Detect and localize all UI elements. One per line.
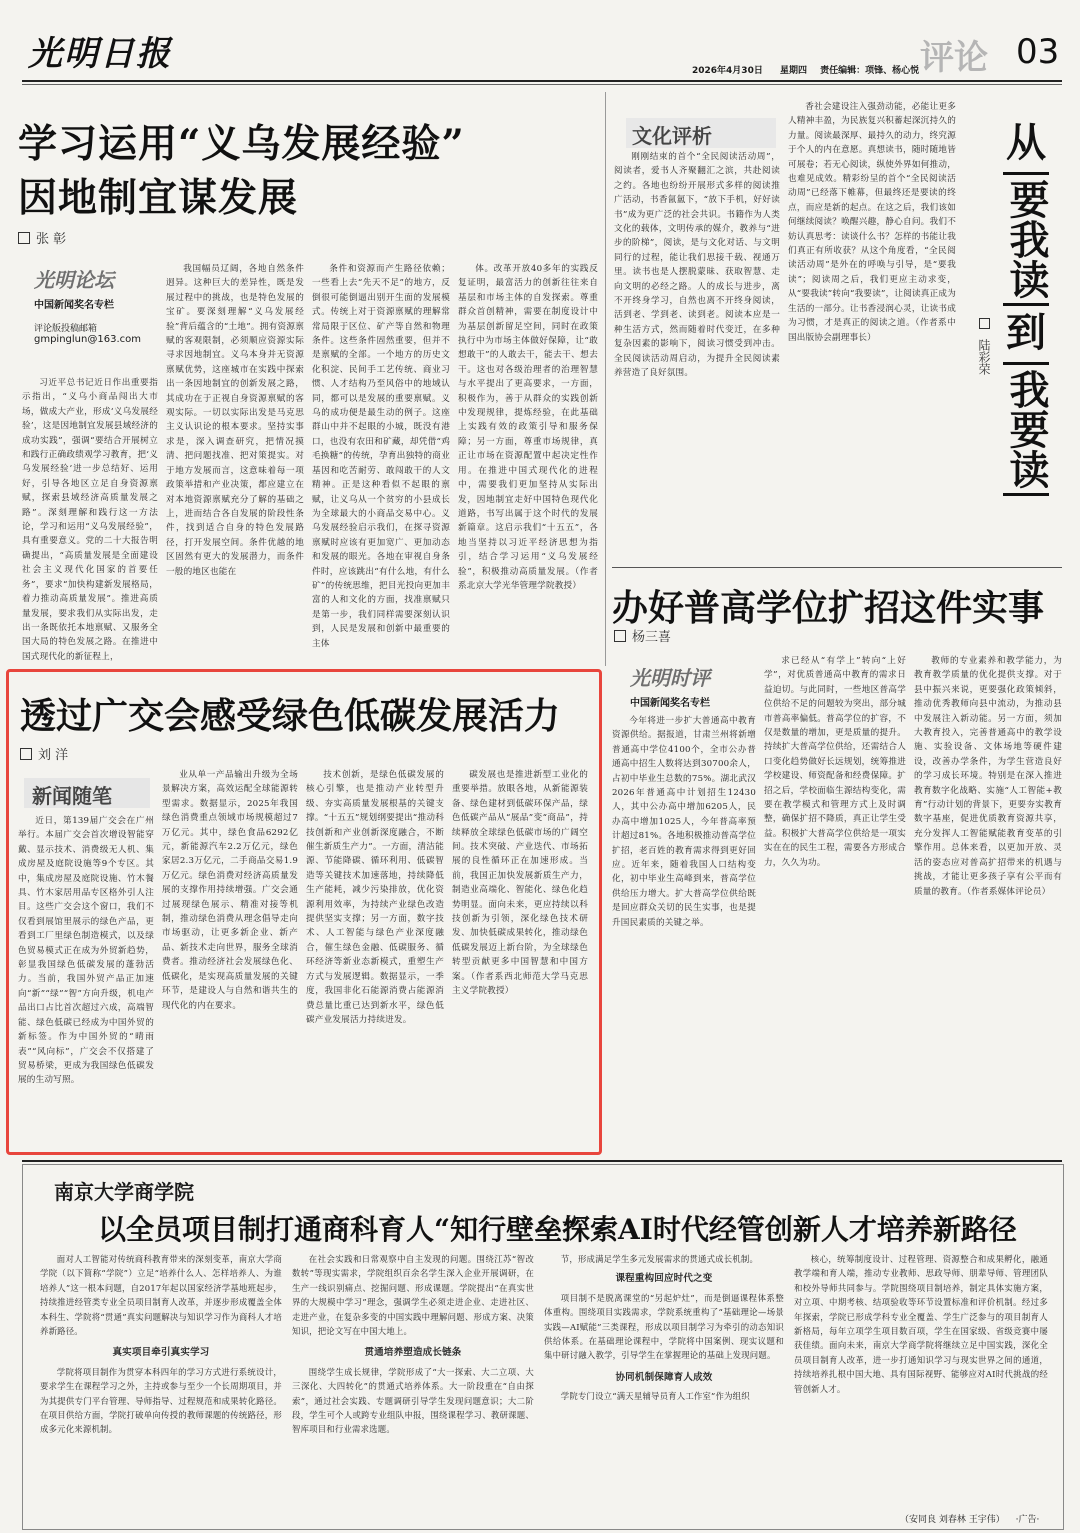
masthead-rule: [22, 80, 1062, 82]
date: 2026年4月30日: [692, 66, 763, 76]
page-number: 03: [1016, 32, 1060, 72]
gaozhong-column-sub: 中国新闻奖名专栏: [630, 698, 710, 709]
yiwu-col3: 条件和资源而产生路径依赖；一些看上去“先天不足”的地方，反倒很可能倒逼出别开生面的发展模式。传统上对于资源禀赋的理解常常局限于区位、矿产等自然和物理条件。这些条件固然重要，但并不是禀赋的全部。一个地方的历史文化积淀、民间手工艺传统、商业习惯、人才结构乃至风俗中的地域认同，都可以是发展的重要禀赋。义乌的成功便是最生动的例子。这座群山中并不起眼的小城，既没有港口，也没有农田和矿藏，却凭借“鸡毛换糖”的传统，孕育出独特的商业基因和吃苦耐劳、敢闯敢干的人文精神。正是这种看似不起眼的禀赋，让义乌从一个贫穷的小县成长为全球最大的小商品交易中心。义乌发展经验启示我们，在探寻资源禀赋时应该有更加宽广、更加动态和发展的眼光。各地在审视自身条件时，应该跳出“有什么地，有什么矿”的传统思维，把目光投向更加丰富的人和文化的方面，找准禀赋只是第一步，我们同样需要深刻认识到，人民是发展和创新中最重要的主体: [312, 264, 450, 649]
ad-col1: 面对人工智能对传统商科教育带来的深刻变革，南京大学商学院（以下简称“学院”）立足“培养什么人、怎样培养人、为谁培养人”这一根本问题，自2017年起以国家经济学基地班起步，持续推进经管类专业全员项目制育人改革，并逐步形成覆盖全体本科生、学院将“贯通”真实问题解决与知识学习作为商科人才培养新路径。 真实项目牵引真实学习 学院将项目制作为贯穿本科四年的学习方式进行系统设计，要求学生在课程学习之外，主持或参与至少一个长周期项目，并为其提供专门平台管理、导师指导、过程规范和成果转化路径。在项目供给方面，学院打破单向传授的教师课题的传统路径，形成多元化来源机制。: [40, 1254, 282, 1435]
vtitle-yaowodu: 要我读: [1003, 172, 1049, 306]
yiwu-headline-line1: 学习运用“义乌发展经验”: [18, 121, 465, 167]
reading-byline: [976, 318, 993, 375]
ad-headline-left: 以全员项目制打通商科育人“知行壁垒”: [98, 1213, 579, 1246]
gaozhong-column-badge: [630, 662, 758, 709]
reading-col1: 刚刚结束的首个“全民阅读活动周”，阅读者，爱书人齐聚翻汇之滨，共赴阅读之约。各地也纷纷开展形式多样的阅读推广活动，书香氤氲下，“放下手机，好好读书”成为更广泛的社会共识。书籍作为人类文化的载体，文明传承的媒介，教养与“进步的阶梯”，阅读，是与文化对话、与文明同行的过程，能让我们思接千载、视通万里。读书也是人摆脱蒙昧、获取智慧、走向文明的必经之路。人的成长与进步，离不开终身学习，自然也离不开终身阅读，活到老、学到老、读到老。阅读本应是一种生活方式，然而随着时代变迁，在多种复杂因素的影响下，阅读习惯受到冲击。全民阅读活动周启动，为提升全民阅读素养营造了良好氛围。: [614, 152, 780, 379]
guangjiao-col1: 近日，第139届广交会在广州举行。本届广交会首次增设智能穿戴、显示技术、消费级无人机、集成房屋及庭院设施等9个专区。其中，集成房屋及庭院设施、竹木餐具、竹木家居用品专区格外引人注目。这些广交会这个窗口，我们不仅看到展馆里展示的绿色产品，更看到工厂里绿色制造模式，以及绿色贸易模式正在成为外贸新趋势，彰显我国绿色低碳发展的蓬勃活力。当前，我国外贸产品正加速向“新”“绿”“智”方向升级，机电产品出口占比首次超过六成，高端智能、绿色低碳已经成为中国外贸的新标签。作为中国外贸的“晴雨表”“风向标”，广交会不仅搭建了贸易桥梁，更成为我国绿色低碳发展的生动写照。: [18, 816, 154, 1086]
yiwu-col1: 习近平总书记近日作出重要指示指出，“义乌小商品闯出大市场，做成大产业，形成‘义乌发展经验’，这是因地制宜发展县域经济的成功实践”，强调“要结合开展树立和践行正确政绩观学习教育，把‘义乌发展经验’进一步总结好、运用好，引导各地区立足自身资源禀赋，探索县域经济高质量发展之路”。深刻理解和践行这一方法论，学习和运用“义乌发展经验”，具有重要意义。党的二十大报告明确提出，“高质量发展是全面建设社会主义现代化国家的首要任务”，要求“加快构建新发展格局，着力推动高质量发展”。推进高质量发展，要求我们从实际出发，走出一条既依托本地禀赋、又服务全国大局的特色发展之路。在推进中国式现代化的新征程上，: [22, 378, 158, 662]
ad-authors: （安同良 刘春林 王宇伟）: [900, 1515, 1005, 1525]
guangjiao-headline: 透过广交会感受绿色低碳发展活力: [20, 695, 561, 737]
gaozhong-col3: 教师的专业素养和教学能力，为教育教学质量的优化提供支撑。对于县中振兴来说，更要强化政策倾斜，推动优秀教师向县中流动，为推动县中发展注入新动能。另一方面，须加大教育投入，完善普通高中的教学设施、实验设备、文体场地等硬件建设，改善办学条件，为学生营造良好的学习成长环境。特别是在深入推进教育数字化战略、实施“人工智能+教育”行动计划的背景下，更要夯实教育数字基座，促进优质教育资源共享，充分发挥人工智能赋能教育变革的引擎作用。总体来看，以更加开放、灵活的姿态应对普高扩招带来的机遇与挑战，才能让更多孩子享有公平而有质量的教育。（作者系媒体评论员）: [914, 656, 1062, 897]
ad-subhead-2: 贯通培养塑造成长链条: [364, 1347, 462, 1359]
reading-author: 陆彩荣: [977, 338, 991, 375]
ad-subhead-1: 真实项目牵引真实学习: [112, 1347, 210, 1359]
ad-subhead-3: 课程重构回应时代之变: [615, 1273, 713, 1285]
gaozhong-headline: 办好普高学位扩招这件实事: [612, 587, 1045, 629]
paper-logo: 光明日报: [28, 34, 172, 74]
vtitle-from: 从: [1006, 119, 1046, 166]
culture-review-badge: [626, 118, 776, 148]
culture-review-label: 文化评析: [632, 124, 712, 148]
submission-label: 评论版投稿邮箱: [34, 324, 98, 334]
editors: 责任编辑：项锋、杨心悦: [820, 66, 920, 76]
ad-mark: ·广告·: [1015, 1515, 1040, 1525]
yiwu-column-sub: 中国新闻奖名专栏: [34, 300, 114, 311]
guangjiao-col4: 碳发展也是推进新型工业化的重要举措。放眼各地，从新能源装备、绿色建材到低碳环保产品，绿色低碳产品从“展品”变“商品”，持续释放全球绿色低碳市场的广阔空间。技术突破、产业迭代、市场拓展的良性循环正在加速形成。当前，我国正加快发展新质生产力，制造业高端化、智能化、绿色化趋势明显。面向未来，更应持续以科技创新为引领，深化绿色技术研发、加快低碳成果转化，推动绿色低碳发展迈上新台阶，为全球绿色转型贡献更多中国智慧和中国方案。（作者系西北师范大学马克思主义学院教授）: [452, 770, 588, 997]
reading-vertical-title: [996, 120, 1056, 496]
column-divider: [605, 92, 606, 666]
guangjiao-author: 刘 洋: [38, 748, 69, 763]
guangming-comment-logo: 光明时评: [630, 666, 710, 690]
section-name: 评论: [920, 38, 988, 78]
ad-subhead-4: 协同机制保障育人成效: [615, 1371, 713, 1383]
gaozhong-col1: 今年将进一步扩大普通高中教育资源供给。据报道，甘肃兰州将新增普通高中学位4100个，全市公办普通高中招生人数将达到30700余人，占初中毕业生总数的75%。湖北武汉2026年普通高中计划招生12430人，其中公办高中增加6205人，民办高中增加1025人，今年普高率预计超过81%。各地积极推动普高学位扩招，老百姓的教育需求得到更好回应。近年来，随着我国人口结构变化，初中毕业生高峰到来，普高学位供给压力增大。扩大普高学位供给既是回应群众关切的民生实事，也是提升国民素质的关键之举。: [612, 716, 756, 928]
gaozhong-col2: 求已经从“有学上”转向“上好学”，对优质普通高中教育的需求日益迫切。与此同时，一些地区普高学位供给不足的问题较为突出，部分城市普高率偏低。普高学位的扩容，不仅是数量的增加，更是质量的提升。持续扩大普高学位供给，还需结合人口变化趋势做好长远规划，统筹推进学校建设、师资配备和经费保障。扩招之后，学校面临生源结构变化，需要在教学模式和管理方式上及时调整，确保扩招不降质，真正让学生受益。积极扩大普高学位供给是一项实实在在的民生工程，需要各方形成合力，久久为功。: [764, 656, 906, 868]
issue-date: [692, 63, 919, 76]
ad-org-name: 南京大学商学院: [54, 1180, 194, 1204]
yiwu-col4: 体。改革开放40多年的实践反复证明，最富活力的创新往往来自基层和市场主体的自发探索。尊重群众首创精神，需要在制度设计中为基层创新留足空间，同时在政策执行中为市场主体做好保障，让“敢想敢干”的人敢去干，能去干、想去干。这也对各级治理者的治理智慧与水平提出了更高要求，一方面，积极作为，善于从群众的实践创新中发现规律，提炼经验，在此基础上实践有效的政策引导和服务保障；另一方面，尊重市场规律，真正让市场在资源配置中起决定性作用。在推进中国式现代化的进程中，需要我们更加坚持从实际出发，因地制宜走好中国特色现代化道路，书写出属于这个时代的发展新篇章。这启示我们“十五五”，各地当坚持以习近平经济思想为指引，结合学习运用“义乌发展经验”，积极推动高质量发展。（作者系北京大学光华管理学院教授）: [458, 264, 598, 591]
vtitle-woyaodu: 我要读: [1003, 362, 1049, 496]
yiwu-col2: 我国幅员辽阔，各地自然条件迥异。这种巨大的差异性，既是发展过程中的挑战，也是特色发展的宝矿。要深刻理解“义乌发展经验”背后蕴含的“土地”。拥有资源禀赋的客观限制，必须顺应资源实际寻求因地制宜。义乌本身并无资源禀赋优势，这座城市在实践中探索出一条因地制宜的创新发展之路，其成功在于正视自身资源禀赋的客观实际。一切以实际出发是马克思主义认识论的根本要求。坚持实事求是，深入调查研究，把情况摸清、把问题找准、把对策提实。对于地方发展而言，这意味着每一项政策举措和产业决策，都应建立在对本地资源禀赋充分了解的基础之上，进而结合各自发展的阶段性条件，找到适合自身的特色发展路径，打开发展空间。条件优越的地区固然有更大的发展潜力，而条件一般的地区也能在: [166, 264, 304, 577]
yiwu-byline: [18, 228, 66, 247]
guangjiao-byline: [20, 744, 68, 763]
guangming-forum-logo: 光明论坛: [34, 268, 114, 292]
guangjiao-col3: 技术创新，是绿色低碳发展的核心引擎，也是推动产业转型升级、夯实高质量发展根基的关键支撑。“十五五”规划纲要提出“推动科技创新和产业创新深度融合，不断催生新质生产力”。一方面，清洁能源、节能降碳、循环利用、低碳智造等关键技术加速落地，持续降低生产能耗，减少污染排放，优化资源利用效率，为持续产业绿色改造提供坚实支撑；另一方面，数字技术、人工智能与绿色产业深度融合，催生绿色金融、低碳服务、循环经济等新业态新模式，重塑生产方式与发展逻辑。数据显示，一季度，我国非化石能源消费占能源消费总量比重已达到新水平，绿色低碳产业发展活力持续迸发。: [306, 770, 444, 1025]
ad-col3: 节，形成满足学生多元发展需求的贯通式成长机制。 课程重构回应时代之变 项目制不是脱离课堂的“另起炉灶”，而是倒逼课程体系整体重构。围绕项目实践需求，学院系统重构了“基础理论—场景实践—AI赋能”三类课程，形成以项目制学习为牵引的动态知识供给体系。在基础理论课程中，学院将中国案例、现实议题和集中研讨融入教学，引导学生在掌握理论的基础上发现问题。 协同机制保障育人成效 学院专门设立“满天星辅导员育人工作室”作为组织: [544, 1254, 784, 1402]
masthead-rule-thin: [22, 84, 1062, 85]
ad-top-rule: [22, 1160, 1062, 1162]
yiwu-author: 张 彰: [36, 232, 67, 247]
ad-headline-right: 探索AI时代经管创新人才培养新路径: [562, 1213, 1017, 1246]
news-essay-badge: [24, 778, 150, 808]
reading-col2: 香社会建设注入强劲动能，必能让更多人精神丰盈，为民族复兴积蓄起深沉持久的力量。阅读最深厚、最持久的动力，终究源于个人的内在意愿。真想读书，随时随地皆可展卷；若无心阅读，纵使外界如何推动，也难见成效。精彩纷呈的首个“全民阅读活动周”已经落下帷幕，但最终还是要读的终点，而应是新的起点。在这之后，我们该如何继续阅读？唤醒兴趣，静心自问。我们不妨认真思考：读谈什么书？怎样的书能让我们真正有所收获？从这个角度看，“全民阅读活动周”是外在的呼唤与引导，是“要我读”；阅读周之后，我们更应主动求变，从“要我读”转向“我要读”，让阅读真正成为生活的一部分。让书香浸润心灵，让读书成为习惯，才是真正的阅读之道。（作者系中国出版协会副理事长）: [788, 102, 956, 343]
yiwu-headline-line2: 因地制宜谋发展: [18, 175, 299, 221]
ad-signoff: [900, 1512, 1039, 1525]
gaozhong-byline: [614, 626, 671, 645]
gaozhong-author: 杨三喜: [632, 630, 672, 645]
yiwu-column-badge: [34, 264, 156, 354]
guangjiao-col2: 业从单一产品输出升级为全场景解决方案，高效运配全球能源转型需求。数据显示，2025年我国绿色消费重点领域市场规模超过7万亿元。其中，绿色食品6292亿元，新能源汽车2.2万亿元，绿色家居2.3万亿元，二手商品交易1.9万亿元。绿色消费对经济高质量发展的支撑作用持续增强。广交会通过展现绿色展示、精准对接等机制，推动绿色消费从理念倡导走向市场驱动，让更多新企业、新产品、新技术走向世界，服务全球消费者。推动经济社会发展绿色化、低碳化，是实现高质量发展的关键环节，是建设人与自然和谐共生的现代化的内在要求。: [162, 770, 298, 1011]
submission-email[interactable]: gmpinglun@163.com: [34, 334, 141, 345]
news-essay-label: 新闻随笔: [32, 784, 112, 808]
weekday: 星期四: [779, 66, 807, 76]
ad-col4: 核心，统筹制度设计、过程管理、资源整合和成果孵化，融通教学端和育人端，推动专业教师、思政导师、朋辈导师、管理团队和校外导师共同参与。学院围绕项目制培养，制定具体实施方案，对立项、中期考核、结项验收等环节设置标准和评价机制。经过多年探索，学院已形成学科专业全覆盖、学生广泛参与的项目制育人新格局，每年立项学生项目数百项，学生在国家级、省级竞赛中屡获佳绩。面向未来，南京大学商学院将继续立足中国实践，深化全员项目制育人改革，进一步打通知识学习与现实世界之间的通道，持续培养扎根中国大地、具有国际视野、能够应对AI时代挑战的经管创新人才。: [794, 1254, 1048, 1394]
masthead: [0, 0, 1080, 80]
ad-col2: 在社会实践和日常观察中自主发现的问题。围绕江苏“智改数转”等现实需求，学院组织百余名学生深入企业开展调研，在生产一线识别痛点、挖掘问题、形成课题。学院提出“在真实世界的大规模中学习”理念，强调学生必须走进企业、走进社区、走进产业，在复杂多变的中国实践中理解问题、形成方案、决策知识，把论文写在中国大地上。 贯通培养塑造成长链条 围绕学生成长规律，学院形成了“大一探索、大二立项、大三深化、大四转化”的贯通式培养体系。大一阶段重在“自由探索”，通过社会实践、专题调研引导学生发现问题意识；大二阶段，学生可个人或跨专业组队申报，围绕课程学习、教研课题、智库项目和行业需求选题。: [292, 1254, 534, 1435]
vtitle-to: 到: [1006, 309, 1046, 356]
reading-bottom-rule: [612, 567, 1062, 568]
